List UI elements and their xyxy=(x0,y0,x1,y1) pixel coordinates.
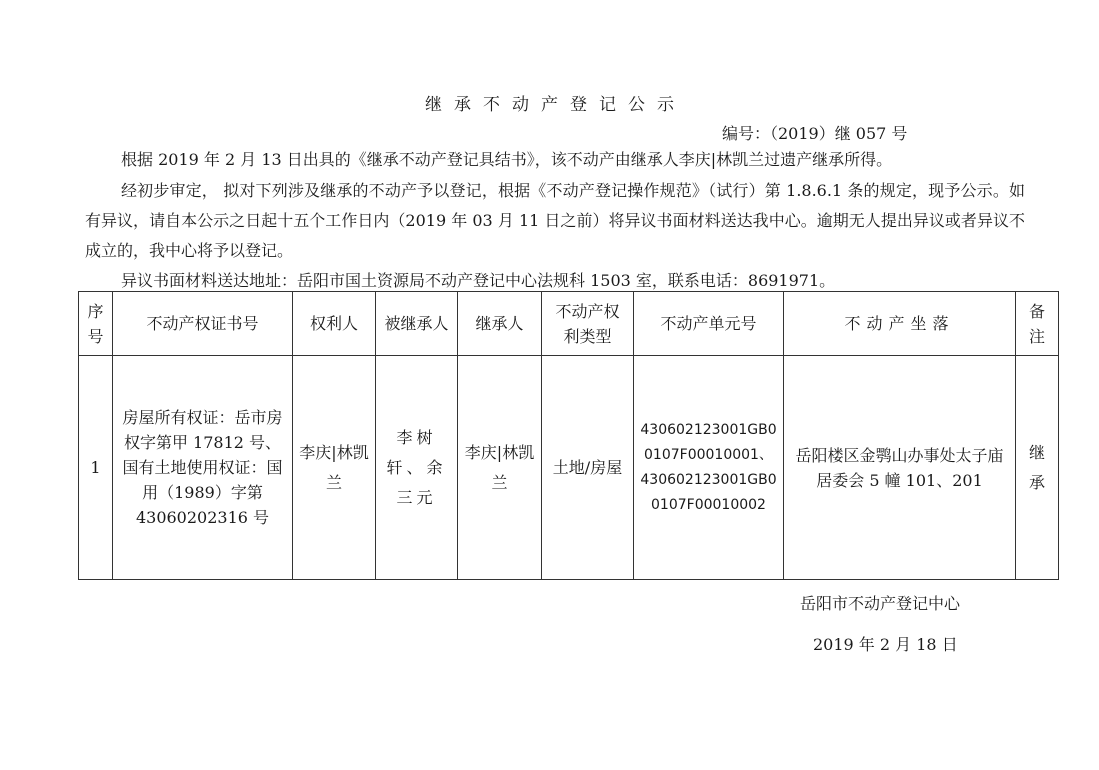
header-right-type: 不动产权利类型 xyxy=(542,292,634,356)
header-location: 不动产坐落 xyxy=(784,292,1016,356)
cell-certificate: 房屋所有权证：岳市房权字第甲 17812 号、国有土地使用权证：国用（1989）字第 43060202316 号 xyxy=(113,356,293,580)
cell-heir: 李庆|林凯兰 xyxy=(458,356,542,580)
issuer-name: 岳阳市不动产登记中心 xyxy=(800,594,961,613)
notice-table xyxy=(78,291,1059,580)
cell-decedent: 李树轩、余三元 xyxy=(376,356,458,580)
cell-right-holder: 李庆|林凯兰 xyxy=(293,356,376,580)
table-header-row xyxy=(79,292,1059,356)
table-row xyxy=(79,356,1059,580)
paragraph-address: 异议书面材料送达地址：岳阳市国土资源局不动产登记中心法规科 1503 室，联系电话：8691971。 xyxy=(121,271,836,290)
header-heir: 继承人 xyxy=(458,292,542,356)
cell-location: 岳阳楼区金鹗山办事处太子庙居委会 5 幢 101、201 xyxy=(784,356,1016,580)
header-index: 序号 xyxy=(79,292,113,356)
paragraph-basis: 根据 2019 年 2 月 13 日出具的《继承不动产登记具结书》，该不动产由继承人李庆|林凯兰过遗产继承所得。 xyxy=(121,150,893,169)
cell-remark: 继承 xyxy=(1016,356,1059,580)
issue-date: 2019 年 2 月 18 日 xyxy=(813,635,958,654)
page-title: 继承不动产登记公示 xyxy=(425,95,686,115)
header-unit-no: 不动产单元号 xyxy=(634,292,784,356)
cell-right-type: 土地/房屋 xyxy=(542,356,634,580)
cell-unit-no: 430602123001GB00107F00010001、430602123001GB00107F00010002 xyxy=(634,356,784,580)
paragraph-notice: 经初步审定， 拟对下列涉及继承的不动产予以登记，根据《不动产登记操作规范》（试行）第 1.8.6.1 条的规定，现予公示。如有异议，请自本公示之日起十五个工作日内（2019 年 03 月 11 日之前）将异议书面材料送达我中心。逾期无人提出异议或者异议不成立的，我中心将予以登记。 xyxy=(85,181,1025,260)
header-certificate: 不动产权证书号 xyxy=(113,292,293,356)
cell-index: 1 xyxy=(79,356,113,580)
header-remark: 备注 xyxy=(1016,292,1059,356)
header-decedent: 被继承人 xyxy=(376,292,458,356)
header-right-holder: 权利人 xyxy=(293,292,376,356)
document-number: 编号：（2019）继 057 号 xyxy=(722,124,908,143)
